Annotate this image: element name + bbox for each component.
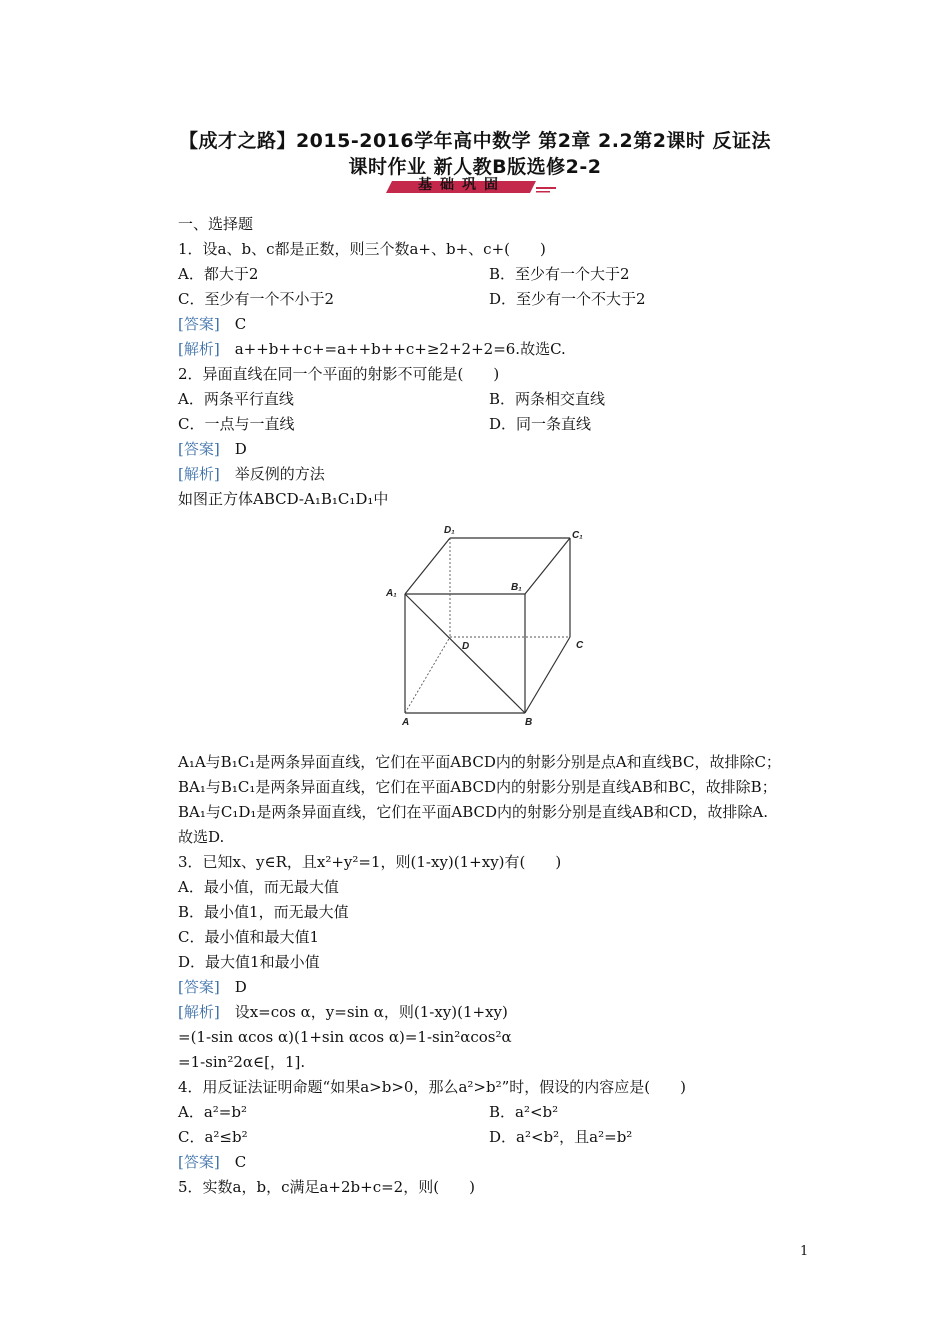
line-tag: [答案] <box>178 978 220 996</box>
label-a1: A₁ <box>386 588 397 599</box>
text-line <box>489 1102 558 1122</box>
line-text: A．都大于2 <box>178 265 259 283</box>
label-d1: D₁ <box>444 525 455 536</box>
line-text: 举反例的方法 <box>219 465 325 483</box>
line-text: D <box>219 440 247 458</box>
title-line-1: 【成才之路】2015-2016学年高中数学 第2章 2.2第2课时 反证法 <box>178 130 772 152</box>
line-tag: [答案] <box>178 440 220 458</box>
line-text: BA₁与B₁C₁是两条异面直线，它们在平面ABCD内的射影分别是直线AB和BC，故排除B； <box>178 778 777 796</box>
text-line <box>178 439 247 459</box>
line-text: C．最小值和最大值1 <box>178 928 320 946</box>
edge-a1b <box>405 594 525 713</box>
cube-figure <box>380 520 610 740</box>
line-text: =1-sin²2α∈[，1]. <box>178 1053 306 1071</box>
line-text: 2．异面直线在同一个平面的射影不可能是( ) <box>178 365 500 383</box>
line-text: C．a²≤b² <box>178 1128 248 1146</box>
line-tag: [解析] <box>178 340 220 358</box>
text-line <box>178 339 566 359</box>
line-tag: [解析] <box>178 1003 220 1021</box>
edge-b1c1 <box>525 538 570 594</box>
line-text: 故选D. <box>178 828 225 846</box>
line-text: 5．实数a，b，c满足a+2b+c=2，则( ) <box>178 1178 475 1196</box>
text-line <box>178 414 294 434</box>
text-line <box>489 289 646 309</box>
text-line <box>489 264 630 284</box>
text-line <box>178 877 339 897</box>
edge-ad-hidden <box>405 637 450 713</box>
line-text: 设x=cos α，y=sin α，则(1-xy)(1+xy) <box>219 1003 508 1021</box>
text-line <box>178 1102 247 1122</box>
line-text: D <box>219 978 247 996</box>
text-line <box>178 1177 475 1197</box>
label-c: C <box>576 640 584 651</box>
text-line <box>178 1127 248 1147</box>
line-text: =(1-sin αcos α)(1+sin αcos α)=1-sin²αcos²α <box>178 1028 512 1046</box>
line-text: BA₁与C₁D₁是两条异面直线，它们在平面ABCD内的射影分别是直线AB和CD，故排除A. <box>178 803 768 821</box>
label-b: B <box>525 717 533 728</box>
text-line <box>178 239 546 259</box>
line-text: A．最小值，而无最大值 <box>178 878 339 896</box>
line-text: B．最小值1，而无最大值 <box>178 903 349 921</box>
line-text: D．a²<b²，且a²=b² <box>489 1128 633 1146</box>
line-text: 4．用反证法证明命题“如果a>b>0，那么a²>b²”时，假设的内容应是( ) <box>178 1078 686 1096</box>
line-text: B．两条相交直线 <box>489 390 606 408</box>
label-d: D <box>462 641 470 652</box>
line-text: A₁A与B₁C₁是两条异面直线，它们在平面ABCD内的射影分别是点A和直线BC，故排除C； <box>178 753 781 771</box>
text-line <box>178 1152 246 1172</box>
section-banner-label: 基础巩固 <box>418 177 506 193</box>
text-line <box>178 827 224 847</box>
line-text: C <box>219 1153 247 1171</box>
title-line-2: 课时作业 新人教B版选修2-2 <box>348 156 602 178</box>
text-line <box>178 289 334 309</box>
text-line <box>178 1052 305 1072</box>
text-line <box>178 902 349 922</box>
line-text: D．至少有一个不大于2 <box>489 290 646 308</box>
label-b1: B₁ <box>511 582 522 593</box>
line-text: 一、选择题 <box>178 215 254 233</box>
label-c1: C₁ <box>572 530 583 541</box>
line-text: 1．设a、b、c都是正数，则三个数a+、b+、c+( ) <box>178 240 546 258</box>
line-text: D．同一条直线 <box>489 415 592 433</box>
line-tag: [答案] <box>178 315 220 333</box>
text-line <box>178 1027 512 1047</box>
line-text: B．a²<b² <box>489 1103 559 1121</box>
text-line <box>178 802 768 822</box>
line-text: B．至少有一个大于2 <box>489 265 630 283</box>
line-text: C．至少有一个不小于2 <box>178 290 335 308</box>
line-text: C <box>219 315 247 333</box>
page-number: 1 <box>800 1244 809 1259</box>
text-line <box>489 389 605 409</box>
text-line <box>178 489 388 509</box>
text-line <box>178 389 294 409</box>
text-line <box>178 1002 508 1022</box>
text-line <box>489 1127 632 1147</box>
text-line <box>178 1077 686 1097</box>
line-text: A．两条平行直线 <box>178 390 294 408</box>
text-line <box>178 314 246 334</box>
text-line <box>489 414 591 434</box>
text-line <box>178 977 247 997</box>
text-line <box>178 214 253 234</box>
text-line <box>178 364 499 384</box>
line-tag: [解析] <box>178 465 220 483</box>
line-text: C．一点与一直线 <box>178 415 295 433</box>
text-line <box>178 464 325 484</box>
text-line <box>178 927 319 947</box>
line-text: 如图正方体ABCD-A₁B₁C₁D₁中 <box>178 490 389 508</box>
label-a: A <box>402 717 410 728</box>
line-text: a++b++c+=a++b++c+≥2+2+2=6.故选C. <box>219 340 566 358</box>
line-text: A．a²=b² <box>178 1103 247 1121</box>
line-text: D．最大值1和最小值 <box>178 953 320 971</box>
line-tag: [答案] <box>178 1153 220 1171</box>
text-line <box>178 264 258 284</box>
edge-a1d1 <box>405 538 450 594</box>
text-line <box>178 752 781 772</box>
text-line <box>178 852 561 872</box>
line-text: 3．已知x、y∈R，且x²+y²=1，则(1-xy)(1+xy)有( ) <box>178 853 562 871</box>
text-line <box>178 952 320 972</box>
text-line <box>178 777 777 797</box>
edge-bc <box>525 637 570 713</box>
